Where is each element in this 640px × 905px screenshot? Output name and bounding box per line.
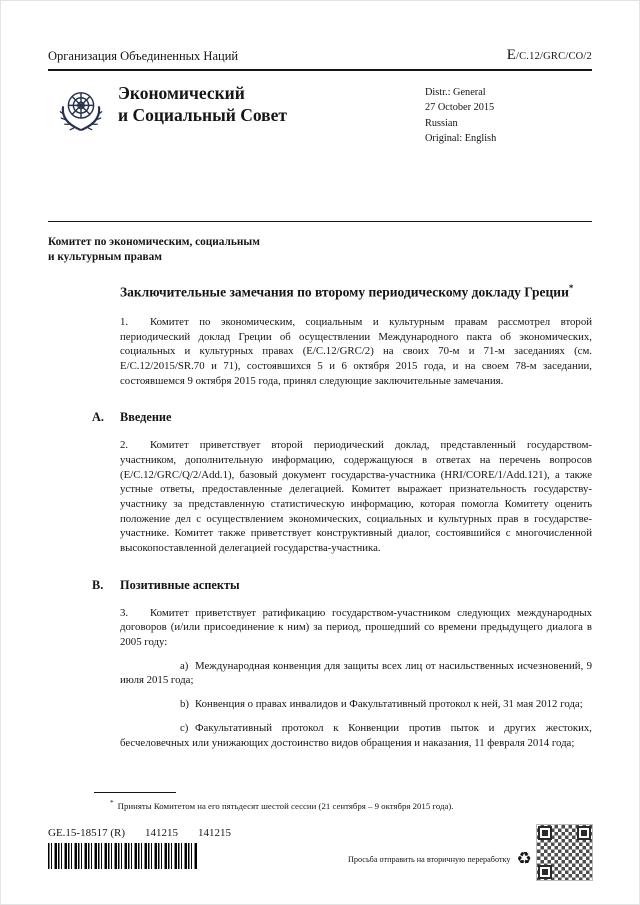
un-emblem-icon — [54, 82, 108, 136]
list-item-a-label: a) — [180, 659, 189, 672]
distr-line: Distr.: General — [425, 87, 486, 98]
date-code-1: 141215 — [145, 827, 178, 839]
barcode — [48, 843, 198, 869]
paragraph-2-number: 2. — [120, 439, 129, 452]
document-title — [120, 282, 592, 302]
ge-number: GE.15-18517 (R) — [48, 827, 125, 839]
date-code-2: 141215 — [198, 827, 231, 839]
committee-line1: Комитет по экономическим, социальным — [48, 236, 260, 248]
date-line: 27 October 2015 — [425, 102, 495, 114]
council-title-line1: Экономический — [118, 83, 245, 103]
paragraph-3-text: Комитет приветствует ратификацию государством-участником следующих международных договоров (и/или присоединение к ним) за период, прошедший со времени предыдущего диалога в 2005 году: — [120, 606, 592, 649]
council-title — [118, 83, 287, 127]
distribution-block — [425, 85, 496, 147]
section-a-title: Введение — [120, 410, 172, 425]
paragraph-2 — [120, 438, 592, 555]
footer-bottom — [48, 825, 592, 887]
document-title-text: Заключительные замечания по второму периодическому докладу Греции — [120, 284, 569, 300]
title-footnote-marker: * — [568, 283, 574, 294]
ge-number-line — [48, 827, 231, 839]
org-name: Организация Объединенных Наций — [48, 49, 239, 63]
list-item-b — [120, 697, 592, 712]
recycle-icon: ♻ — [516, 849, 532, 869]
paragraph-3-number: 3. — [120, 606, 129, 619]
section-b-heading — [92, 578, 592, 593]
section-b-label: B. — [92, 577, 104, 592]
list-item-c-text: Факультативный протокол к Конвенции против пыток и других жестоких, бесчеловечных или унижающих достоинство видов обращения и наказания, 11 февраля 2014 года; — [120, 721, 592, 749]
footnote-divider — [94, 792, 176, 793]
council-title-line2: и Социальный Совет — [118, 104, 287, 125]
qr-code — [537, 825, 592, 880]
list-item-a-text: Международная конвенция для защиты всех лиц от насильственных исчезновений, 9 июля 2015 года; — [120, 659, 592, 687]
paragraph-1-number: 1. — [120, 316, 129, 329]
language-line: Russian — [425, 117, 458, 129]
document-symbol-number: /C.12/GRC/CO/2 — [515, 51, 592, 62]
paragraph-2-text: Комитет приветствует второй периодический доклад, представленный государством-участником, дополнительную информацию, содержащуюся в ответах на перечень вопросов (E/C.12/GRC/Q/2/Add.1), базовый документ государства-участника (HRI/CORE/1/Add.121), а также устные ответы, предоставленные делегацией. Комитет выражает признательность государству-участнику за представленную статистическую информацию, которая помогла Комитету оценить положение дел с осуществлением экономических, социальных и культурных прав в государстве-участнике. Комитет также приветствует конструктивный диалог, состоявшийся с многочисленной высокопоставленной делегацией государства-участника. — [120, 439, 592, 555]
section-a-label: A. — [92, 410, 104, 425]
list-item-c-label: c) — [180, 721, 189, 734]
section-b-title: Позитивные аспекты — [120, 577, 240, 592]
recycle-text: Просьба отправить на вторичную переработку — [348, 855, 511, 864]
qr-finder-bottom-left — [538, 865, 552, 879]
qr-finder-top-left — [538, 826, 552, 840]
recycle-note — [348, 851, 532, 868]
qr-finder-top-right — [577, 826, 591, 840]
committee-heading — [48, 235, 592, 264]
list-item-a — [120, 659, 592, 688]
list-item-b-label: b) — [180, 698, 189, 711]
document-symbol-letter: E — [506, 47, 516, 63]
section-a-heading — [92, 410, 592, 425]
paragraph-3 — [120, 606, 592, 650]
page-header — [48, 46, 592, 64]
list-item-b-text: Конвенция о правах инвалидов и Факультативный протокол к ней, 31 мая 2012 года; — [195, 698, 583, 711]
footnote-marker: * — [110, 798, 114, 808]
committee-line2: и культурным правам — [48, 250, 162, 263]
paragraph-1-text: Комитет по экономическим, социальным и культурным правам рассмотрел второй периодический доклад Греции об осуществлении Международного пакта об экономических, социальных и культурных правах (E/C.12/GRC/2) на своих 70-м и 71-м заседаниях (см. E/C.12/2015/SR.70 и 71), состоявшихся 5 и 6 октября 2015 года, и на своем 78-м заседании, состоявшемся 9 октября 2015 года, принял следующие заключительные замечания. — [120, 316, 592, 387]
footnote-text: Приняты Комитетом на его пятьдесят шестой сессии (21 сентября – 9 октября 2015 года). — [117, 801, 454, 812]
page-footer — [48, 792, 592, 887]
masthead — [48, 71, 592, 221]
original-line: Original: English — [425, 133, 497, 145]
footnote — [110, 798, 592, 813]
masthead-divider — [48, 221, 592, 222]
paragraph-1 — [120, 315, 592, 388]
document-symbol — [507, 46, 592, 64]
list-item-c — [120, 721, 592, 750]
